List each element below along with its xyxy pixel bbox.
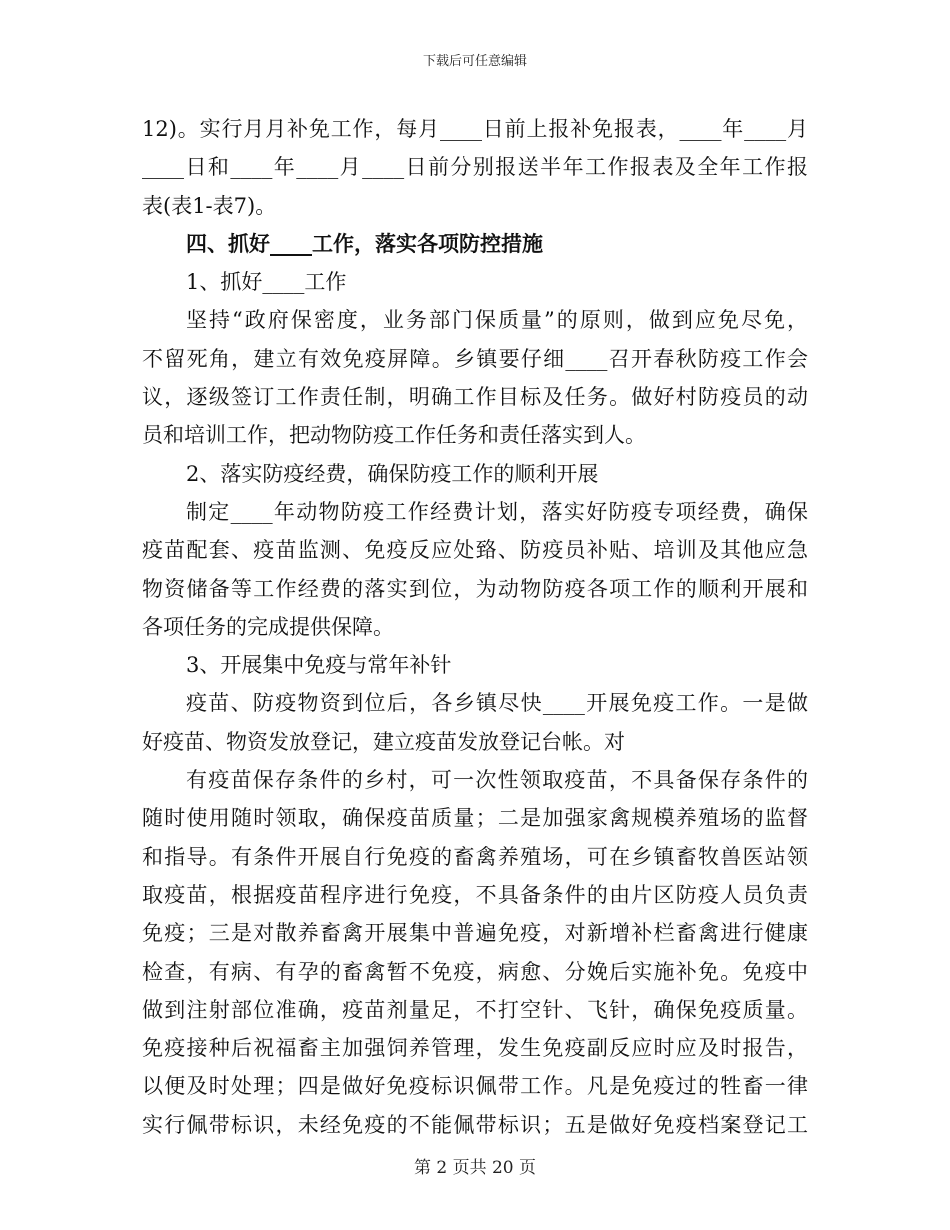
text-line: 好疫苗、物资发放登记，建立疫苗发放登记台帐。对 (142, 729, 625, 754)
text-line: 各项任务的完成提供保障。 (142, 614, 394, 639)
text-line: 疫苗配套、疫苗监测、免疫反应处臵、防疫员补贴、培训及其他应急 (142, 538, 808, 563)
text-line: 员和培训工作，把动物防疫工作任务和责任落实到人。 (142, 423, 646, 448)
page-header: 下载后可任意编辑 (422, 54, 527, 69)
text-line: 随时使用随时领取，确保疫苗质量；二是加强家禽规模养殖场的监督 (142, 806, 808, 831)
text-line: ____日和____年____月____日前分别报送半年工作报表及全年工作报 (142, 155, 808, 180)
page-footer: 第 2 页共 20 页 (413, 1158, 537, 1178)
text-line: 做到注射部位准确，疫苗剂量足，不打空针、飞针，确保免疫质量。 (142, 997, 808, 1022)
text-line: 不留死角，建立有效免疫屏障。乡镇要仔细____召开春秋防疫工作会 (142, 346, 808, 371)
text-line: 3、开展集中免疫与常年补针 (186, 653, 452, 678)
text-line: 实行佩带标识，未经免疫的不能佩带标识；五是做好免疫档案登记工 (142, 1112, 808, 1137)
text-line: 12)。实行月月补免工作，每月____日前上报补免报表，____年____月 (142, 117, 808, 141)
text-line: 有疫苗保存条件的乡村，可一次性领取疫苗，不具备保存条件的 (186, 768, 808, 793)
text-line: 以便及时处理；四是做好免疫标识佩带工作。凡是免疫过的牲畜一律 (142, 1074, 808, 1099)
text-line: 制定____年动物防疫工作经费计划，落实好防疫专项经费，确保 (186, 499, 808, 524)
text-line: 坚持“政府保密度，业务部门保质量”的原则，做到应免尽免， (186, 308, 808, 333)
text-line: 1、抓好____工作 (186, 270, 347, 295)
text-line: 免疫接种后祝福畜主加强饲养管理，发生免疫副反应时应及时报告， (142, 1036, 808, 1061)
text-line: 表(表1-表7)。 (142, 193, 277, 218)
text-line: 检查，有病、有孕的畜禽暂不免疫，病愈、分娩后实施补免。免疫中 (142, 959, 808, 984)
text-line: 免疫；三是对散养畜禽开展集中普遍免疫，对新增补栏畜禽进行健康 (142, 921, 808, 946)
text-line: 取疫苗，根据疫苗程序进行免疫，不具备条件的由片区防疫人员负责 (142, 882, 808, 907)
text-line: 2、落实防疫经费，确保防疫工作的顺利开展 (186, 461, 599, 486)
document-body (142, 110, 808, 1144)
text-line: 议，逐级签订工作责任制，明确工作目标及任务。做好村防疫员的动 (142, 385, 808, 410)
text-line: 和指导。有条件开展自行免疫的畜禽养殖场，可在乡镇畜牧兽医站领 (142, 844, 808, 869)
text-line: 疫苗、防疫物资到位后，各乡镇尽快____开展免疫工作。一是做 (186, 691, 808, 716)
section-heading: 四、抓好____工作，落实各项防控措施 (186, 230, 543, 256)
text-line: 物资储备等工作经费的落实到位，为动物防疫各项工作的顺利开展和 (142, 576, 808, 601)
